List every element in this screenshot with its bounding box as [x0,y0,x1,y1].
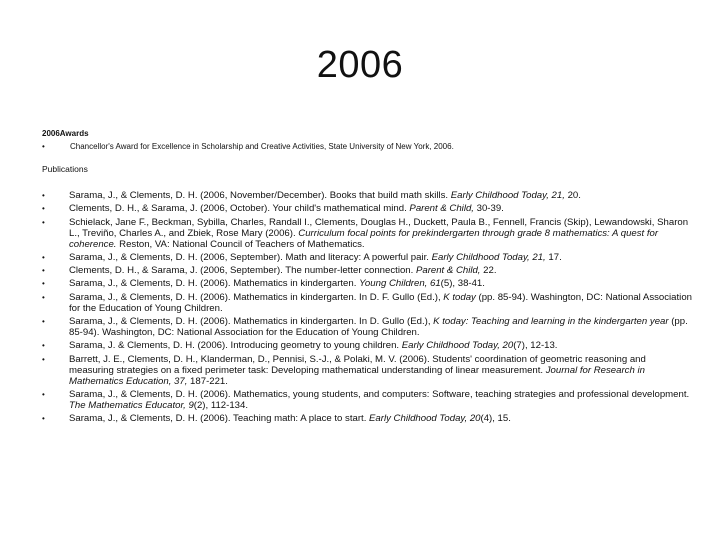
citation-source: Early Childhood Today, 21, [450,190,565,201]
citation-source: Early Childhood Today, 21, [431,251,546,263]
publication-item [42,316,692,338]
citation-details: (7), 12-13. [513,340,558,352]
citation-text: Sarama, J. & Clements, D. H. (2006). Introducing geometry to young children. [69,340,402,352]
publication-text [69,354,692,387]
citation-details: 30-39. [473,203,504,215]
publication-item [42,292,692,314]
publication-item [42,354,692,387]
publication-item [42,340,692,351]
citation-source: Journal for Research in Mathematics Education, 37, [69,364,645,387]
publication-text [69,413,692,424]
bullet: • [42,204,45,214]
publication-text [69,265,692,276]
citation-text: Sarama, J., & Clements, D. H. (2006). Teaching math: A place to start. [69,413,370,425]
bullet: • [42,252,45,262]
citation-source: Curriculum focal points for prekindergarten through grade 8 mathematics: A quest for coherence. [69,227,659,250]
citation-source: Early Childhood Today, 20 [401,340,514,352]
publication-text [69,292,692,314]
bullet: • [42,191,45,200]
publication-text [69,316,692,338]
citation-details: (pp. 85-94). Washington, DC: National Association for the Education of Young Children. [69,291,692,314]
citation-text: Sarama, J., & Clements, D. H. (2006, September). Math and literacy: A powerful pair. [69,251,432,263]
publication-item [42,265,692,276]
bullet: • [42,414,45,424]
publication-text [69,190,692,201]
citation-details: Reston, VA: National Council of Teachers of Mathematics. [116,238,365,250]
citation-text: Sarama, J., & Clements, D. H. (2006). Mathematics in kindergarten. In D. Gullo (Ed.), [69,316,434,328]
citation-source: The Mathematics Educator, 9 [69,399,194,411]
publication-text [69,252,692,263]
citation-text: Sarama, J., & Clements, D. H. (2006). Mathematics, young students, and computers: Software, teaching strategies and professional development. [69,388,690,400]
award-item [42,140,682,153]
publication-item [42,190,692,201]
publication-text [69,389,692,411]
citation-text: Schielack, Jane F., Beckman, Sybilla, Charles, Randall I., Clements, Douglas H., Duckett, Paula B., Fennell, Francis (Skip), Lewandowski, Sharon L., Treviño, Charles A., and Zbiek, Rose Mary (2006). [69,216,689,239]
bullet: • [42,317,45,327]
bullet: • [42,354,45,364]
citation-text: Sarama, J., & Clements, D. H. (2006, November/December). Books that build math skills. [69,190,451,201]
publications-heading: Publications [42,164,88,174]
citation-details: 17. [545,251,562,263]
citation-source: Parent & Child, [409,203,474,215]
bullet: • [42,279,45,289]
citation-source: Young Children, 61 [359,278,441,290]
publication-text [69,278,692,289]
citation-source: Early Childhood Today, 20 [369,413,481,425]
citation-details: 20. [564,190,581,201]
award-text: Chancellor's Award for Excellence in Scholarship and Creative Activities, State University of New York, 2006. [70,142,454,151]
citation-source: Parent & Child, [415,265,481,277]
publication-item [42,217,692,250]
bullet: • [42,341,45,351]
citation-text: Sarama, J., & Clements, D. H. (2006). Mathematics in kindergarten. In D. F. Gullo (Ed.), [69,291,444,303]
citation-text: Clements, D. H., & Sarama, J. (2006, October). Your child's mathematical mind. [69,203,410,215]
citation-details: (pp. 85-94). Washington, DC: National Association for the Education of Young Children. [69,316,688,339]
citation-details: (4), 15. [480,413,511,425]
bullet: • [42,292,45,302]
publication-text [69,340,692,351]
publication-item [42,203,692,214]
publication-text [69,217,692,250]
bullet: • [42,266,45,276]
publication-item [42,389,692,411]
citation-text: Barrett, J. E., Clements, D. H., Klanderman, D., Pennisi, S.-J., & Polaki, M. V. (2006). Students' coordination of geometric reasoning and measuring strategies on a fixed perimeter task: Developing mathematical understanding of linear measurement. [69,353,646,376]
publication-item [42,278,692,289]
publication-item [42,413,692,424]
citation-text: Clements, D. H., & Sarama, J. (2006, September). The number-letter connection. [69,265,416,277]
publication-item [42,252,692,263]
awards-section [42,127,682,153]
bullet: • [42,217,45,227]
awards-heading: 2006Awards [42,129,89,138]
bullet: • [42,142,45,151]
publication-text [69,203,692,214]
citation-text: Sarama, J., & Clements, D. H. (2006). Mathematics in kindergarten. [69,278,360,290]
citation-details: 187-221. [187,375,228,387]
citation-details: 22. [480,265,497,277]
citation-details: (5), 38-41. [440,278,485,290]
citation-source: K today [443,291,476,303]
citation-details: (2), 112-134. [193,399,248,411]
bullet: • [42,389,45,399]
publications-list [42,190,692,427]
citation-source: K today: Teaching and learning in the kindergarten year [433,316,669,328]
slide-title: 2006 [316,44,404,86]
